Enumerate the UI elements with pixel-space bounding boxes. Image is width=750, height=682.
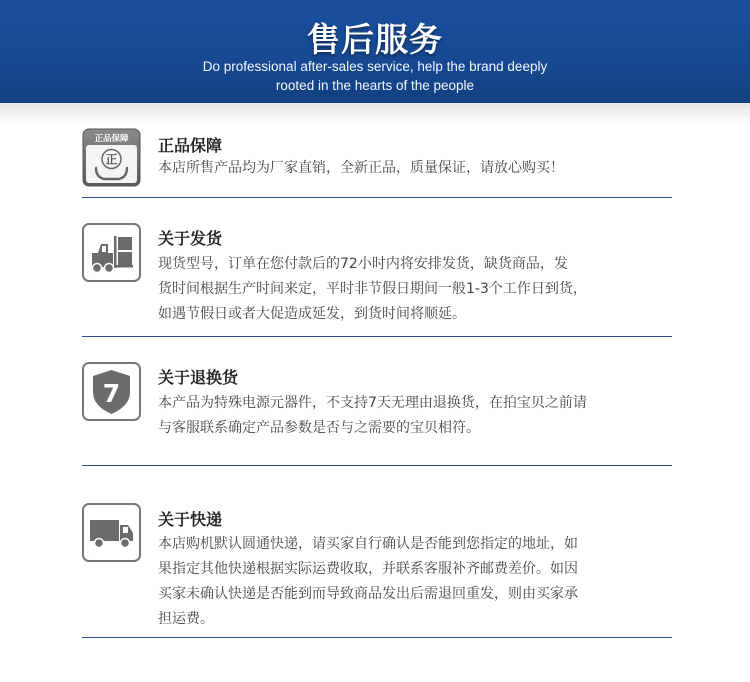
text-line: 买家未确认快递是否能到而导致商品发出后需退回重发，则由买家承 <box>158 586 578 602</box>
text-line: 与客服联系确定产品参数是否与之需要的宝贝相符。 <box>158 420 480 436</box>
subtitle-line: rooted in the hearts of the people <box>275 78 475 93</box>
text-line: 货时间根据生产时间来定，平时非节假日期间一般1-3个工作日到货， <box>158 281 587 297</box>
text-line: 果指定其他快递根据实际运费收取，并联系客服补齐邮费差价。如因 <box>158 561 578 577</box>
section-divider <box>82 637 672 638</box>
shield-7-icon <box>82 362 141 421</box>
text-line: 如遇节假日或者大促造成延发，到货时间将顺延。 <box>158 306 466 322</box>
icon-label-center: 正 <box>105 152 118 167</box>
section-title: 关于退换货 <box>158 368 239 387</box>
section-divider <box>82 197 672 198</box>
section-title: 正品保障 <box>158 136 223 155</box>
text-line: 本店购机默认圆通快递，请买家自行确认是否能到您指定的地址，如 <box>158 536 578 552</box>
subtitle-line: Do professional after-sales service, help the brand deeply <box>202 59 548 74</box>
truck-icon <box>82 503 141 562</box>
icon-label-center: 7 <box>102 379 121 408</box>
text-line: 担运费。 <box>158 611 214 627</box>
genuine-badge-icon <box>82 128 141 187</box>
forklift-icon <box>82 223 141 282</box>
page-subtitle <box>0 57 750 95</box>
section-text <box>158 252 672 327</box>
section-text <box>158 391 672 441</box>
header-banner <box>0 0 750 103</box>
text-line: 现货型号，订单在您付款后的72小时内将安排发货，缺货商品，发 <box>158 256 568 272</box>
text-line: 本产品为特殊电源元器件，不支持7天无理由退换货，在拍宝贝之前请 <box>158 395 587 411</box>
text-line: 本店所售产品均为厂家直销，全新正品，质量保证，请放心购买！ <box>158 160 564 176</box>
section-title: 关于快递 <box>158 510 223 529</box>
section-text <box>158 156 672 181</box>
section-divider <box>82 465 672 466</box>
banner-shadow <box>0 103 750 125</box>
page-title: 售后服务 <box>307 20 443 59</box>
section-text <box>158 532 672 632</box>
section-title: 关于发货 <box>158 229 223 248</box>
icon-label-top: 正品保障 <box>94 134 129 144</box>
section-divider <box>82 336 672 337</box>
